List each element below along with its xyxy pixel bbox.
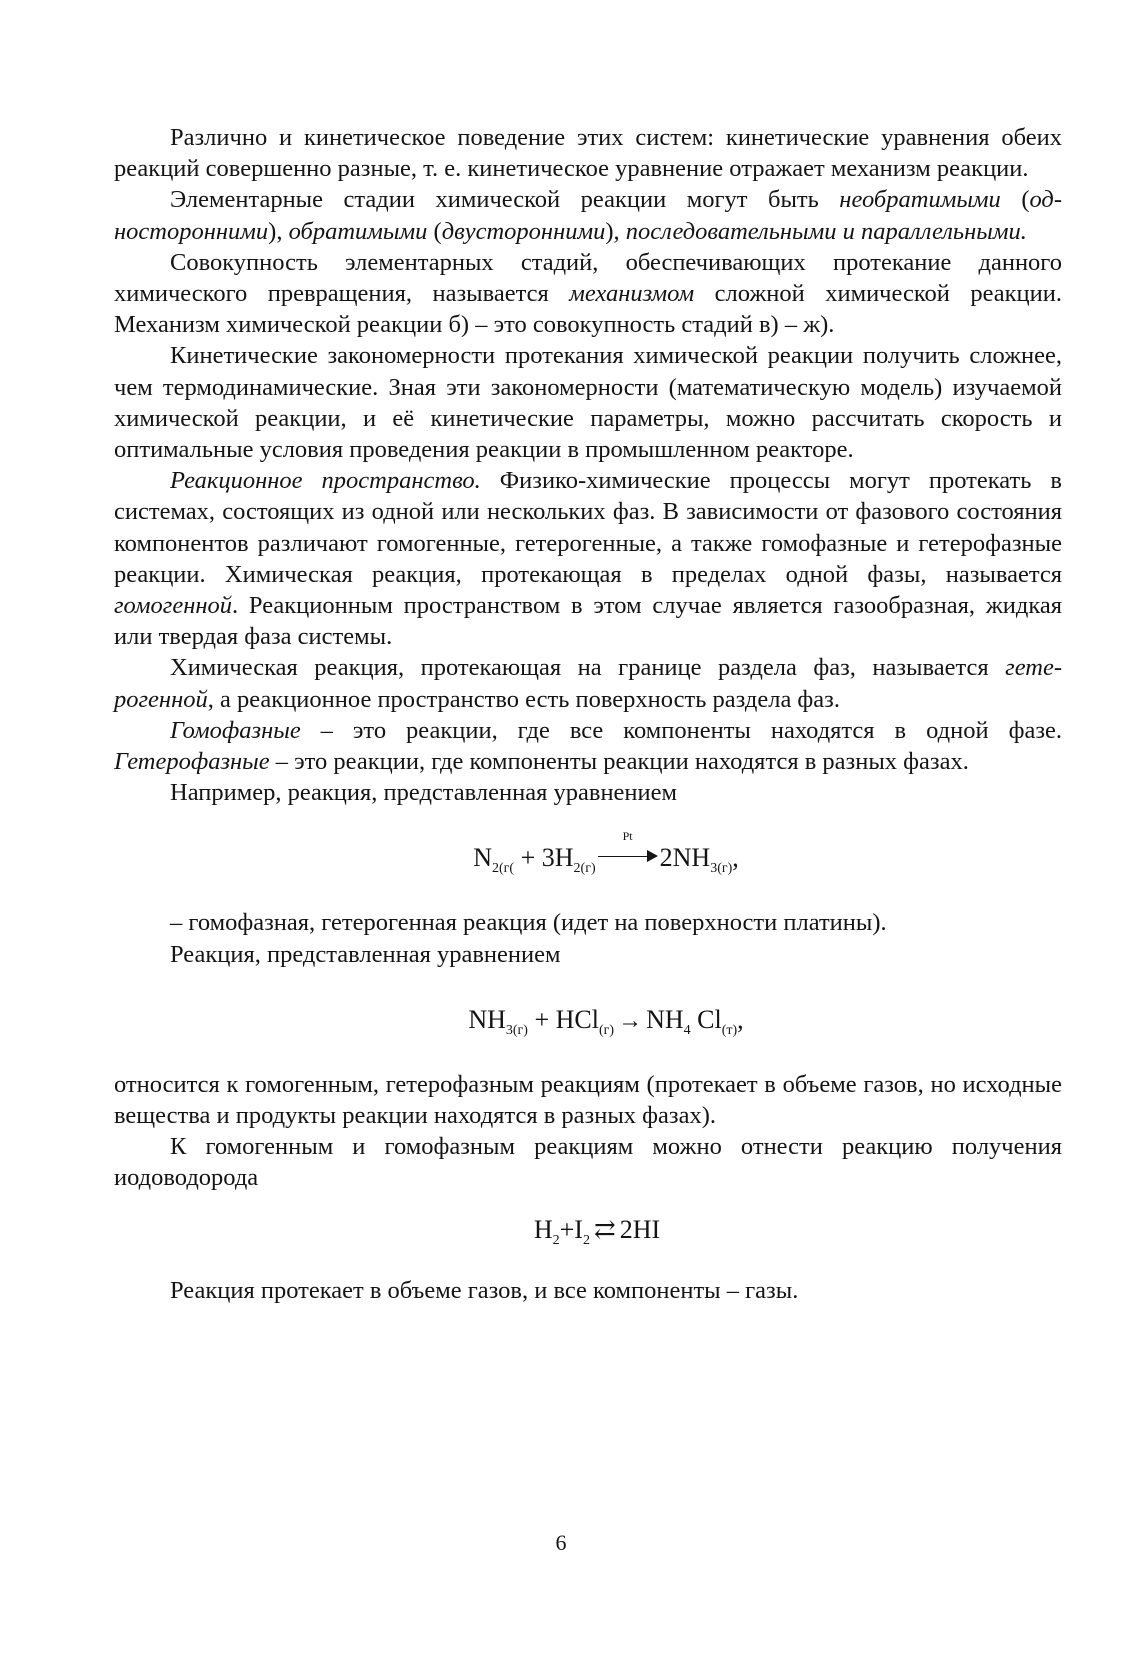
catalyst-arrow-icon [598,829,658,866]
page-body [114,122,1062,1306]
catalyst-label: Pt [622,829,633,844]
paragraph-gas-phase: Реакция протекает в объеме газов, и все компоненты – газы. [170,1276,799,1304]
page-number: 6 [555,1530,567,1555]
paragraph-hydrogen-iodide-intro: К гомогенным и гомофазным реакциям можно отнести реакцию получения иодоводорода [114,1133,1062,1192]
paragraph-kinetic-laws: Кинетические закономерности протекания химической реакции получить сложнее, чем термодинамические. Зная эти закономерности (математическую модель) изучаемой химической реакции, и её кинетические параметры, можно рассчитать скорость и оптимальные условия проведения реакции в промышленном реакторе. [114,342,1062,464]
formula-hydrogen-iodide: $H_2+I_2$ ⇄ 2HI [533,1214,661,1248]
paragraph-reaction-space: Реакционное пространство. Физико-химические процессы могут протекать в системах, состоящих из одной или нескольких фаз. В зависимости от фазового состояния компонентов различают гомогенные, гетерогенные, а также гомофазные и гетерофазные реакции. Химическая реакция, протекающая в пределах одной фазы, называется гомогенной. Реакционным пространством в этом случае является газообразная, жидкая или твердая фаза системы. [114,467,1062,651]
paragraph-homophase-heterogeneous: – гомофазная, гетерогенная реакция (идет на поверхности платины). [170,909,887,937]
paragraph-kinetic-behavior: Различно и кинетическое поведение этих систем: кинетические уравнения обеих реакций совершенно разные, т. е. кинетическое уравнение отражает механизм реакции. [114,124,1062,183]
paragraph-homophase-heterophase: Гомофазные – это реакции, где все компоненты находятся в одной фазе. Гетерофазные – это реакции, где компоненты реакции находятся в разных фазах. [114,716,1062,776]
equilibrium-arrow-icon: ⇄ [593,1214,616,1244]
formula-ammonia-synthesis: $N_{2(г(} + 3H_{2(г)}$ Pt $2NH_{3(г)}$, [473,829,739,877]
paragraph-second-example-intro: Реакция, представленная уравнением [170,940,561,968]
formula-ammonium-chloride: $NH_{3(г)} + HCl_{(г)} \to NH_4$ $Cl_{(т)}$, [468,1004,744,1038]
paragraph-mechanism: Совокупность элементарных стадий, обеспечивающих протекание данного химического превращения, называется механизмом сложной химической реакции. Механизм химической реакции б) – это совокупность стадий в) – ж). [114,248,1063,339]
paragraph-homogeneous-heterophase: относится к гомогенным, гетерофазным реакциям (протекает в объеме газов, но исходные вещества и продукты реакции находятся в разных фазах). [114,1070,1062,1130]
paragraph-heterogeneous: Химическая реакция, протекающая на границе раздела фаз, называется гетерогенной, а реакционное пространство есть поверхность раздела фаз. [114,654,1062,713]
paragraph-example-intro: Например, реакция, представленная уравнением [170,779,678,807]
paragraph-elementary-stages: Элементарные стадии химической реакции могут быть необратимыми (односторонними), обратимыми (двусторонними), последовательными и параллельными. [114,186,1062,245]
reaction-arrow-icon: → [618,1007,643,1034]
